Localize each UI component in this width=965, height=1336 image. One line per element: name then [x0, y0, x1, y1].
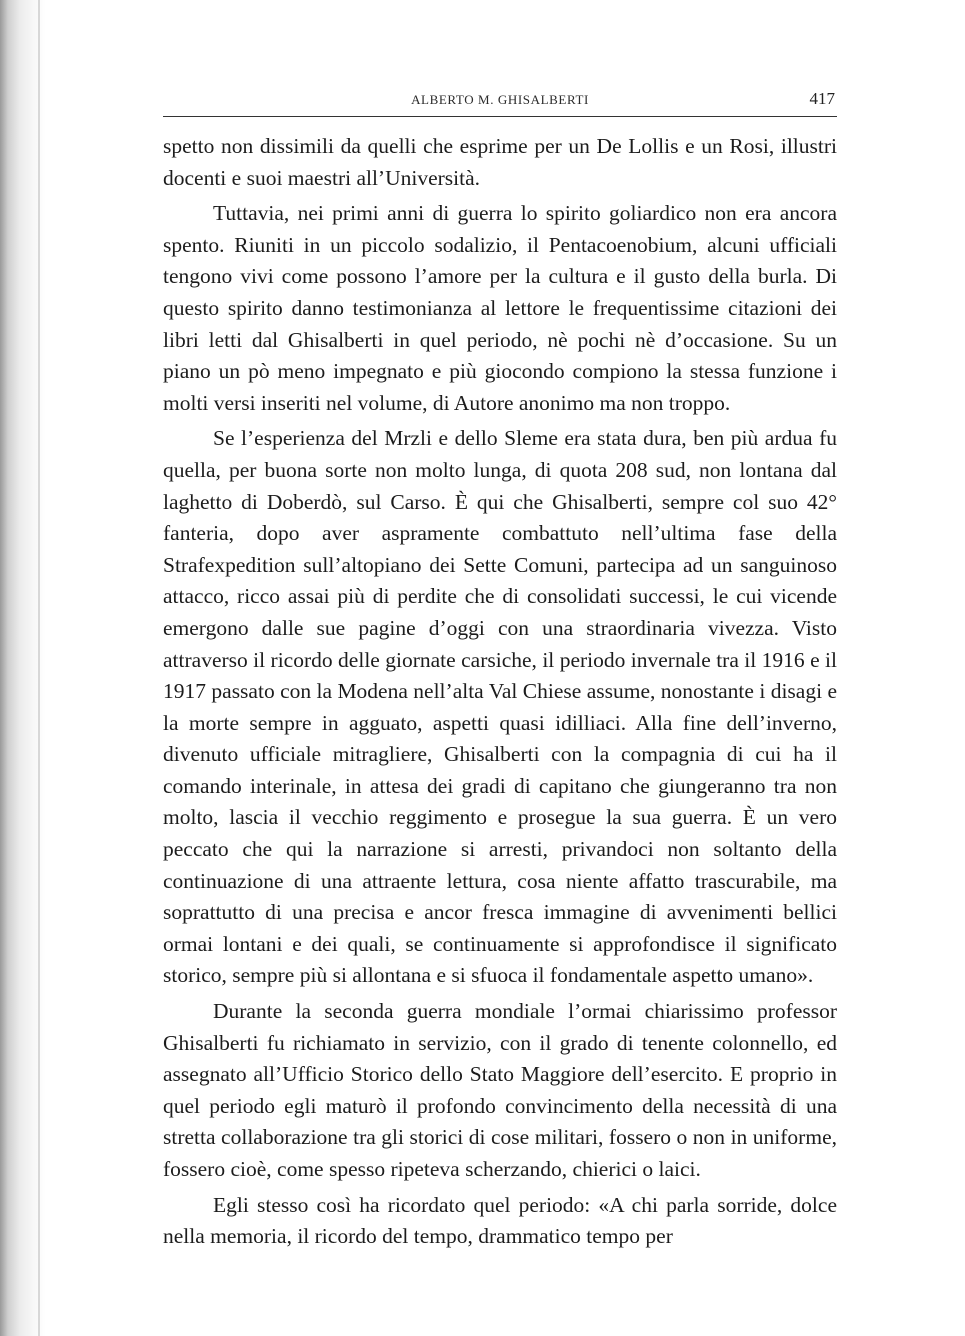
page-number: 417: [809, 89, 835, 108]
paragraph: spetto non dissimili da quelli che esprime per un De Lollis e un Rosi, illustri docenti e suoi maestri all’Università.: [163, 134, 837, 190]
page-header: [163, 88, 837, 117]
gutter-line: [38, 0, 40, 1336]
paragraph: Tuttavia, nei primi anni di guerra lo spirito goliardico non era ancora spento. Riuniti in un piccolo sodalizio, il Pentacoenobium, alcuni ufficiali tengono vivi come possono l’amore per la cultura e il gusto della burla. Di questo spirito danno testimonianza al lettore le frequentissime citazioni dei libri letti dal Ghisalberti in quel periodo, nè pochi nè d’occasione. Su un piano un pò meno impegnato e più giocondo compiono la stessa funzione i molti versi inseriti nel volume, di Autore anonimo ma non troppo.: [163, 201, 837, 415]
paragraph: Durante la seconda guerra mondiale l’ormai chiarissimo professor Ghisalberti fu richiamato in servizio, con il grado di tenente colonnello, ed assegnato all’Ufficio Storico dello Stato Maggiore dell’esercito. E proprio in quel periodo egli maturò il profondo convincimento della necessità di una stretta collaborazione tra gli storici di cose militari, fossero o non in uniforme, fossero cioè, come spesso ripeteva scherzando, chierici o laici.: [163, 999, 837, 1181]
paragraph: Se l’esperienza del Mrzli e dello Sleme era stata dura, ben più ardua fu quella, per buona sorte non molto lunga, di quota 208 sud, non lontana dal laghetto di Doberdò, sul Carso. È qui che Ghisalberti, sempre col suo 42° fanteria, dopo aver aspramente combattuto nell’ultima fase della Strafexpedition sull’altopiano dei Sette Comuni, partecipa ad un sanguinoso attacco, ricco assai più di perdite che di consolidati successi, le cui vicende emergono dalle sue pagine d’oggi con una straordinaria vivezza. Visto attraverso il ricordo delle giornate carsiche, il periodo invernale tra il 1916 e il 1917 passato con la Modena nell’alta Val Chiese assume, nonostante i disagi e la morte sempre in agguato, aspetti quasi idilliaci. Alla fine dell’inverno, divenuto ufficiale mitragliere, Ghisalberti con la compagnia di cui ha il comando interinale, in attesa dei gradi di capitano che giungeranno tra non molto, lascia il vecchio reggimento e prosegue la sua guerra. È un vero peccato che qui la narrazione si arresti, privandoci non soltanto della continuazione di una attraente lettura, cosa niente affatto trascurabile, ma soprattutto di una precisa e ancor fresca immagine di avvenimenti bellici ormai lontani e dei quali, se continuamente si approfondisce il significato storico, sempre più si allontana e si sfuoca il fondamentale aspetto umano».: [163, 426, 837, 988]
running-head: ALBERTO M. GHISALBERTI: [411, 92, 589, 107]
body-text: [163, 131, 837, 1253]
paragraph: Egli stesso così ha ricordato quel periodo: «A chi parla sorride, dolce nella memoria, il ricordo del tempo, drammatico tempo per: [163, 1192, 837, 1249]
